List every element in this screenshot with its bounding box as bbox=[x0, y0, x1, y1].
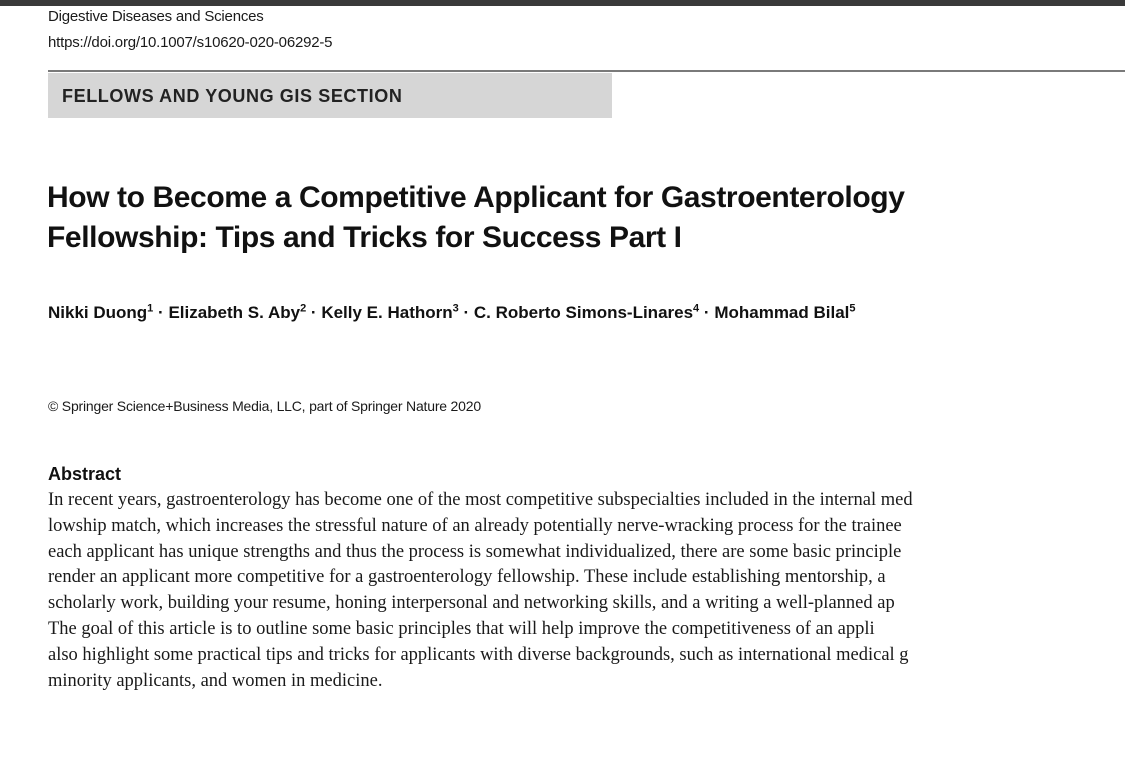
author-name: Elizabeth S. Aby bbox=[168, 303, 301, 322]
author-separator: · bbox=[463, 303, 470, 322]
abstract-line: scholarly work, building your resume, honing interpersonal and networking skills, and a writing a well-planned ap bbox=[48, 593, 895, 614]
author-affiliation: 4 bbox=[693, 302, 700, 315]
author-separator: · bbox=[158, 303, 164, 322]
abstract-line: also highlight some practical tips and tricks for applicants with diverse backgrounds, such as international medical g bbox=[48, 644, 909, 665]
abstract-line: lowship match, which increases the stressful nature of an already potentially nerve-wracking process for the trainee bbox=[48, 515, 902, 536]
abstract-line: render an applicant more competitive for a gastroenterology fellowship. These include establishing mentorship, a bbox=[48, 567, 886, 588]
author-name: C. Roberto Simons-Linares bbox=[473, 303, 694, 322]
abstract-heading: Abstract bbox=[48, 464, 122, 484]
author-affiliation: 5 bbox=[849, 302, 856, 315]
section-label: FELLOWS AND YOUNG GIS SECTION bbox=[62, 86, 403, 106]
author-list bbox=[48, 303, 856, 323]
header-rule bbox=[48, 70, 1125, 72]
article-title bbox=[47, 178, 1107, 258]
abstract-line: The goal of this article is to outline some basic principles that will help improve the competitiveness of an appli bbox=[48, 618, 875, 639]
title-line-1: How to Become a Competitive Applicant for Gastroenterology bbox=[47, 181, 905, 214]
author-name: Mohammad Bilal bbox=[714, 303, 850, 322]
abstract-line: each applicant has unique strengths and thus the process is somewhat individualized, there are some basic principle bbox=[48, 541, 902, 562]
abstract-line: minority applicants, and women in medicine. bbox=[48, 670, 383, 691]
author-affiliation: 3 bbox=[452, 302, 459, 315]
section-band bbox=[48, 73, 612, 118]
title-line-2: Fellowship: Tips and Tricks for Success Part I bbox=[47, 221, 682, 254]
author-separator: · bbox=[310, 303, 317, 322]
author-separator: · bbox=[703, 303, 710, 322]
doi-link[interactable]: https://doi.org/10.1007/s10620-020-06292-5 bbox=[48, 34, 333, 51]
abstract-line: In recent years, gastroenterology has become one of the most competitive subspecialties included in the internal med bbox=[48, 490, 913, 510]
author-name: Nikki Duong bbox=[48, 303, 148, 322]
author-affiliation: 2 bbox=[300, 302, 307, 315]
journal-name: Digestive Diseases and Sciences bbox=[48, 8, 264, 25]
author-affiliation: 1 bbox=[147, 302, 154, 315]
author-name: Kelly E. Hathorn bbox=[321, 303, 453, 322]
abstract-body bbox=[48, 488, 1125, 694]
copyright-notice: © Springer Science+Business Media, LLC, part of Springer Nature 2020 bbox=[48, 398, 481, 414]
top-edge-bar bbox=[0, 0, 1125, 6]
